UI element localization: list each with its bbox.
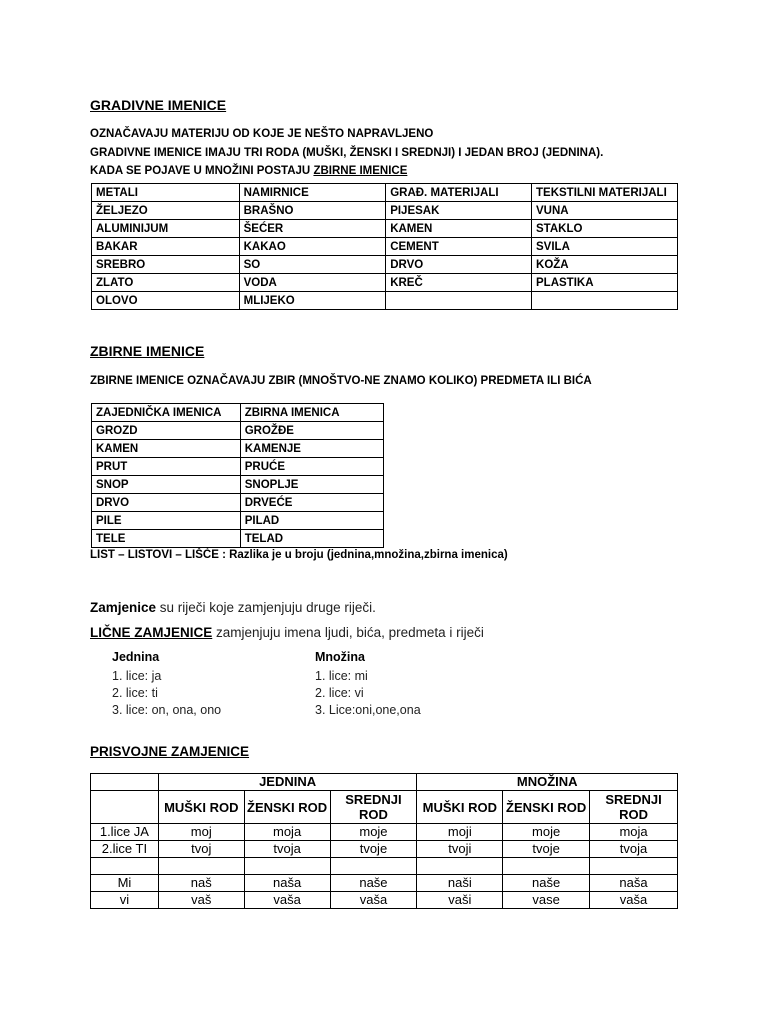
table-cell: moje bbox=[503, 824, 590, 841]
table-cell bbox=[91, 791, 159, 824]
table-cell: moja bbox=[590, 824, 678, 841]
table-cell: tvoj bbox=[158, 841, 244, 858]
table-row bbox=[92, 220, 678, 238]
table-row bbox=[91, 875, 678, 892]
table-cell: moji bbox=[417, 824, 503, 841]
gradivne-line-2: GRADIVNE IMENICE IMAJU TRI RODA (MUŠKI, ŽENSKI I SREDNJI) I JEDAN BROJ (JEDNINA). bbox=[90, 147, 604, 159]
header-cell: ZBIRNA IMENICA bbox=[240, 404, 383, 422]
table-cell: KOŽA bbox=[532, 256, 678, 274]
zamjenice-intro-bold: Zamjenice bbox=[90, 600, 157, 615]
table-cell: naše bbox=[330, 875, 417, 892]
mnozina-heading: Množina bbox=[315, 650, 365, 664]
header-cell: ŽENSKI ROD bbox=[244, 791, 330, 824]
row-label: Mi bbox=[91, 875, 159, 892]
table-cell: moja bbox=[244, 824, 330, 841]
header-cell: MUŠKI ROD bbox=[417, 791, 503, 824]
table-cell bbox=[503, 858, 590, 875]
table-cell: BRAŠNO bbox=[239, 202, 386, 220]
section-title-prisvojne: PRISVOJNE ZAMJENICE bbox=[90, 744, 250, 759]
table-cell: naš bbox=[158, 875, 244, 892]
table-cell: TELAD bbox=[240, 530, 383, 548]
zbirne-table bbox=[91, 403, 384, 548]
table-cell: vaš bbox=[158, 892, 244, 909]
table-cell bbox=[386, 292, 532, 310]
table-row bbox=[92, 422, 384, 440]
list-item: 2. lice: ti bbox=[112, 686, 158, 700]
table-header-row bbox=[92, 404, 384, 422]
table-header-row bbox=[91, 791, 678, 824]
zbirne-imenice-link: ZBIRNE IMENICE bbox=[313, 165, 408, 177]
table-cell bbox=[417, 858, 503, 875]
header-cell: TEKSTILNI MATERIJALI bbox=[532, 184, 678, 202]
row-label: vi bbox=[91, 892, 159, 909]
table-row bbox=[92, 530, 384, 548]
header-cell: SREDNJI ROD bbox=[590, 791, 678, 824]
licne-zamjenice-text: zamjenjuju imena ljudi, bića, predmeta i riječi bbox=[212, 625, 484, 640]
row-label bbox=[91, 858, 159, 875]
list-item: 2. lice: vi bbox=[315, 686, 364, 700]
header-cell: SREDNJI ROD bbox=[330, 791, 417, 824]
header-cell: NAMIRNICE bbox=[239, 184, 386, 202]
table-cell: naša bbox=[244, 875, 330, 892]
mnozina-column bbox=[315, 649, 421, 719]
table-cell: tvoja bbox=[244, 841, 330, 858]
table-cell: SVILA bbox=[532, 238, 678, 256]
table-header-row bbox=[92, 184, 678, 202]
table-cell: KAKAO bbox=[239, 238, 386, 256]
table-row bbox=[92, 476, 384, 494]
table-row bbox=[91, 841, 678, 858]
table-cell: tvoje bbox=[503, 841, 590, 858]
gradivne-line-1: OZNAČAVAJU MATERIJU OD KOJE JE NEŠTO NAPRAVLJENO bbox=[90, 128, 434, 140]
table-cell: moj bbox=[158, 824, 244, 841]
table-cell: SNOPLJE bbox=[240, 476, 383, 494]
table-cell: GROZD bbox=[92, 422, 241, 440]
table-row bbox=[92, 512, 384, 530]
table-row bbox=[92, 202, 678, 220]
row-label: 2.lice TI bbox=[91, 841, 159, 858]
table-row bbox=[92, 440, 384, 458]
table-cell: SREBRO bbox=[92, 256, 240, 274]
table-cell: DRVO bbox=[386, 256, 532, 274]
table-cell: ZLATO bbox=[92, 274, 240, 292]
table-cell: VUNA bbox=[532, 202, 678, 220]
jednina-heading: Jednina bbox=[112, 650, 160, 664]
table-row bbox=[92, 238, 678, 256]
table-cell: ŠEĆER bbox=[239, 220, 386, 238]
table-row bbox=[92, 274, 678, 292]
table-cell: PRUT bbox=[92, 458, 241, 476]
table-cell: vaša bbox=[244, 892, 330, 909]
table-row bbox=[91, 824, 678, 841]
list-item: 1. lice: ja bbox=[112, 669, 162, 683]
table-cell: CEMENT bbox=[386, 238, 532, 256]
table-cell: STAKLO bbox=[532, 220, 678, 238]
licne-zamjenice-line bbox=[90, 625, 484, 640]
table-row bbox=[92, 458, 384, 476]
table-cell: tvoji bbox=[417, 841, 503, 858]
header-cell: ZAJEDNIČKA IMENICA bbox=[92, 404, 241, 422]
section-title-gradivne: GRADIVNE IMENICE bbox=[90, 97, 227, 113]
table-cell: KREČ bbox=[386, 274, 532, 292]
prisvojne-table bbox=[90, 773, 678, 909]
table-cell: DRVO bbox=[92, 494, 241, 512]
table-cell: vase bbox=[503, 892, 590, 909]
table-row bbox=[91, 892, 678, 909]
section-title-zbirne: ZBIRNE IMENICE bbox=[90, 343, 205, 359]
gradivne-line-3-text: KADA SE POJAVE U MNOŽINI POSTAJU bbox=[90, 165, 314, 177]
licne-zamjenice-title: LIČNE ZAMJENICE bbox=[90, 625, 213, 640]
table-cell: naša bbox=[590, 875, 678, 892]
table-cell: TELE bbox=[92, 530, 241, 548]
table-cell: KAMENJE bbox=[240, 440, 383, 458]
header-cell: MUŠKI ROD bbox=[158, 791, 244, 824]
table-cell: ŽELJEZO bbox=[92, 202, 240, 220]
table-row bbox=[92, 292, 678, 310]
table-cell: VODA bbox=[239, 274, 386, 292]
table-cell: PILE bbox=[92, 512, 241, 530]
table-cell bbox=[244, 858, 330, 875]
row-label: 1.lice JA bbox=[91, 824, 159, 841]
table-row bbox=[91, 858, 678, 875]
table-cell: ALUMINIJUM bbox=[92, 220, 240, 238]
table-cell: MLIJEKO bbox=[239, 292, 386, 310]
table-cell: SO bbox=[239, 256, 386, 274]
table-cell: SNOP bbox=[92, 476, 241, 494]
table-cell: naši bbox=[417, 875, 503, 892]
table-cell: DRVEĆE bbox=[240, 494, 383, 512]
table-cell: KAMEN bbox=[92, 440, 241, 458]
header-cell: GRAĐ. MATERIJALI bbox=[386, 184, 532, 202]
table-cell: KAMEN bbox=[386, 220, 532, 238]
list-item: 3. Lice:oni,one,ona bbox=[315, 703, 421, 717]
table-cell: vaši bbox=[417, 892, 503, 909]
table-cell: tvoje bbox=[330, 841, 417, 858]
list-item: 1. lice: mi bbox=[315, 669, 368, 683]
table-cell: PLASTIKA bbox=[532, 274, 678, 292]
table-cell bbox=[158, 858, 244, 875]
table-cell: PIJESAK bbox=[386, 202, 532, 220]
zamjenice-intro bbox=[90, 600, 376, 615]
table-cell: naše bbox=[503, 875, 590, 892]
zbirne-line-1: ZBIRNE IMENICE OZNAČAVAJU ZBIR (MNOŠTVO-NE ZNAMO KOLIKO) PREDMETA ILI BIĆA bbox=[90, 375, 592, 387]
zbirne-note: LIST – LISTOVI – LIŠĆE : Razlika je u broju (jednina,množina,zbirna imenica) bbox=[90, 549, 508, 561]
group-header-jednina: JEDNINA bbox=[158, 774, 417, 791]
table-row bbox=[92, 256, 678, 274]
header-cell: METALI bbox=[92, 184, 240, 202]
table-cell bbox=[330, 858, 417, 875]
table-cell bbox=[590, 858, 678, 875]
table-group-header-row bbox=[91, 774, 678, 791]
table-cell: PRUĆE bbox=[240, 458, 383, 476]
table-cell: BAKAR bbox=[92, 238, 240, 256]
gradivne-line-3 bbox=[90, 165, 407, 177]
table-cell: tvoja bbox=[590, 841, 678, 858]
gradivne-table bbox=[91, 183, 678, 310]
table-cell: moje bbox=[330, 824, 417, 841]
header-cell: ŽENSKI ROD bbox=[503, 791, 590, 824]
table-row bbox=[92, 494, 384, 512]
table-cell: vaša bbox=[590, 892, 678, 909]
table-cell bbox=[532, 292, 678, 310]
table-cell: vaša bbox=[330, 892, 417, 909]
zamjenice-intro-text: su riječi koje zamjenjuju druge riječi. bbox=[156, 600, 376, 615]
table-cell: OLOVO bbox=[92, 292, 240, 310]
table-cell: PILAD bbox=[240, 512, 383, 530]
jednina-column bbox=[112, 649, 221, 719]
table-cell: GROŽĐE bbox=[240, 422, 383, 440]
group-header-mnozina: MNOŽINA bbox=[417, 774, 678, 791]
list-item: 3. lice: on, ona, ono bbox=[112, 703, 222, 717]
table-cell bbox=[91, 774, 159, 791]
